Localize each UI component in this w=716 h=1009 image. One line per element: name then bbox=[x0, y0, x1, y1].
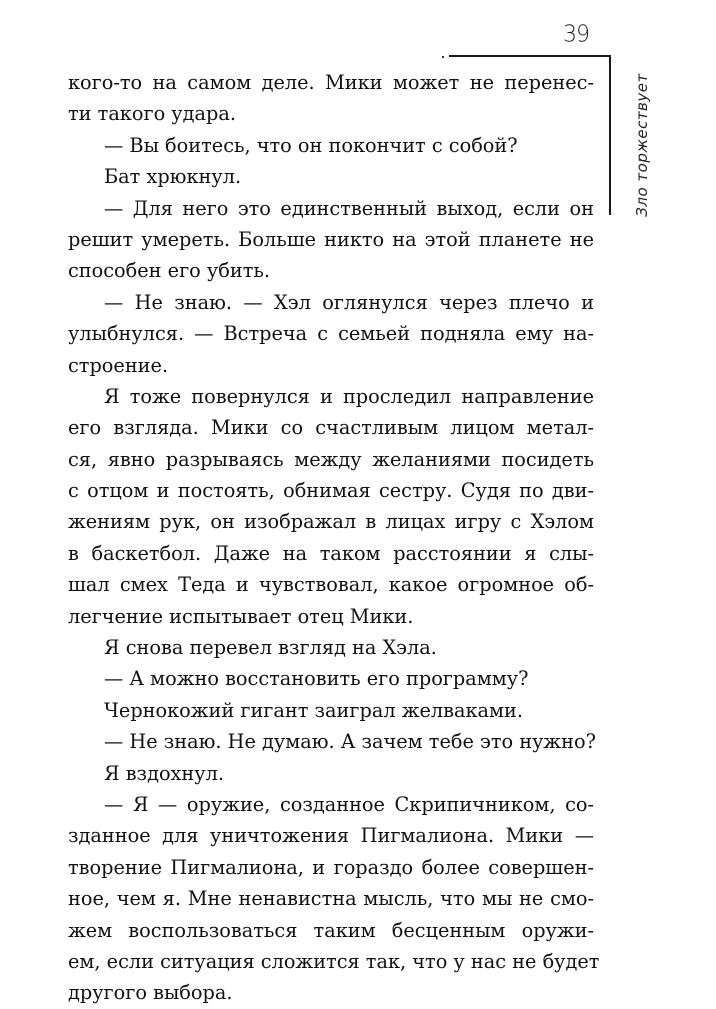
text-line: с отцом и постоять, обнимая сестру. Судя по дви- bbox=[68, 479, 594, 503]
text-line: в баскетбол. Даже на таком расстоянии я слы- bbox=[68, 541, 594, 565]
text-line: — Я — оружие, созданное Скрипичником, со- bbox=[104, 792, 594, 816]
text-line: зданное для уничтожения Пигмалиона. Мики — bbox=[68, 824, 594, 848]
text-line: Я вздохнул. bbox=[104, 761, 224, 785]
text-line: Я тоже повернулся и проследил направление bbox=[104, 384, 594, 408]
text-line: — Не знаю. Не думаю. А зачем тебе это нужно? bbox=[104, 730, 596, 754]
body-text bbox=[68, 67, 600, 1009]
margin-note-text: Зло торжествует bbox=[633, 73, 651, 217]
text-line: решит умереть. Больше никто на этой планете не bbox=[68, 227, 594, 251]
text-line: Я снова перевел взгляд на Хэла. bbox=[104, 636, 437, 660]
header-rule bbox=[449, 55, 611, 57]
text-line: жем воспользоваться таким бесценным оружи- bbox=[68, 918, 594, 942]
text-line: творение Пигмалиона, и гораздо более совершен- bbox=[68, 855, 594, 879]
text-line: — Вы боитесь, что он покончит с собой? bbox=[104, 133, 518, 157]
text-line: ся, явно разрываясь между желаниями посидеть bbox=[68, 447, 594, 471]
text-line: кого-то на самом деле. Мики может не перенес- bbox=[68, 71, 594, 94]
text-line: Чернокожий гигант заиграл желваками. bbox=[104, 698, 523, 722]
text-line: другого выбора. bbox=[68, 981, 233, 1005]
text-line: легчение испытывает отец Мики. bbox=[68, 604, 414, 628]
text-line: его взгляда. Мики со счастливым лицом метал- bbox=[68, 416, 594, 440]
text-line: ти такого удара. bbox=[68, 102, 236, 126]
margin-bracket-line bbox=[609, 55, 611, 215]
margin-handwritten-note bbox=[622, 70, 662, 220]
text-line: — А можно восстановить его программу? bbox=[104, 667, 529, 691]
text-line: улыбнулся. — Встреча с семьей подняла ему на- bbox=[68, 322, 594, 346]
text-line: — Для него это единственный выход, если он bbox=[104, 196, 594, 220]
text-line: шал смех Теда и чувствовал, какое огромное об- bbox=[68, 573, 594, 597]
header-rule-dot bbox=[442, 56, 444, 58]
text-line: ное, чем я. Мне ненавистна мысль, что мы не смо- bbox=[68, 887, 594, 911]
text-line: жениям рук, он изображал в лицах игру с Хэлом bbox=[68, 510, 594, 534]
text-line: ем, если ситуация сложится так, что у нас не будет bbox=[68, 949, 600, 973]
page-number: 39 bbox=[563, 21, 589, 48]
text-line: — Не знаю. — Хэл оглянулся через плечо и bbox=[104, 290, 594, 314]
text-line: Бат хрюкнул. bbox=[104, 165, 242, 189]
text-line: строение. bbox=[68, 353, 169, 377]
text-line: способен его убить. bbox=[68, 259, 271, 283]
